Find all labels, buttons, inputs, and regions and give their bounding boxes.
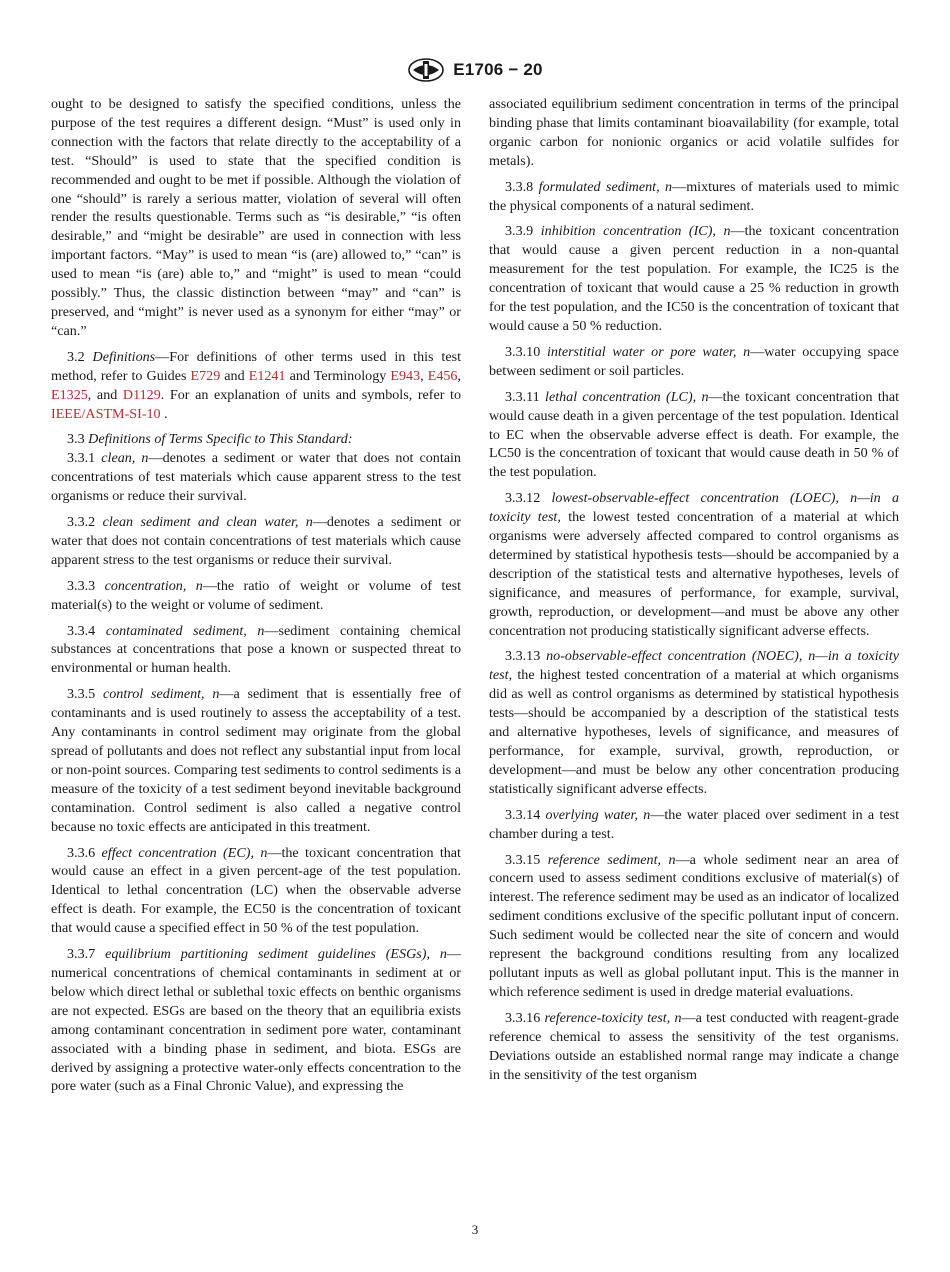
astm-logo-icon — [407, 58, 445, 82]
definition-3-3-4: 3.3.4 contaminated sediment, n—sediment containing chemical substances at concentrations that pose a known or suspected threat to environmental or human health. — [51, 622, 461, 677]
definition-3-3-7: 3.3.7 equilibrium partitioning sediment guidelines (ESGs), n—numerical concentrations of chemical contaminants in sediment at or below which direct lethal or sublethal toxic effects on benthic organisms are not expected. ESGs are based on the theory that an equilibria exists among contaminant concentration in sediment pore water, contaminant associated with a binding phase in sediment, and biota. ESGs are derived by assigning a protective water-only effects concentration to the pore water (such as a Final Chronic Value), and expressing the — [51, 946, 461, 1095]
paragraph-continued: ought to be designed to satisfy the specified conditions, unless the purpose of the test requires a different design. “Must” is used only in connection with the factors that relate directly to the acceptability of a test. “Should” is used to state that the specified condition is recommended and ought to be met if possible. Although the violation of one “should” is rarely a serious matter, violation of several will often render the results questionable. Terms such as “is desirable,” “is often desirable,” and “might be desirable” are used in connection with less important factors. “May” is used to mean “is (are) allowed to,” “can” is used to mean “is (are) able to,” and “might” is used to mean “could possibly.” Thus, the classic distinction between “may” and “can” is preserved, and “might” is never used as a synonym for either “may” or “can.” — [51, 96, 461, 339]
page-header — [0, 58, 950, 82]
definition-3-3-10: 3.3.10 interstitial water or pore water, n—water occupying space between sediment or soil particles. — [489, 343, 899, 379]
right-column — [489, 95, 899, 1091]
standard-designation: E1706 − 20 — [453, 60, 543, 79]
ref-link-e456[interactable]: E456 — [427, 367, 458, 384]
definition-3-3-5: 3.3.5 control sediment, n—a sediment that is essentially free of contaminants and is used routinely to assess the acceptability of a test. Any contaminants in control sediment may originate from the global spread of pollutants and does not reflect any substantial input from local or non-point sources. Comparing test sediments to control sediments is a measure of the toxicity of a test sediment beyond inevitable background contamination. Control sediment is also called a negative control because no toxic effects are anticipated in this treatment. — [51, 686, 462, 835]
section-title: Definitions of Terms Specific to This Standard: — [88, 431, 353, 448]
section-3-3: 3.3 Definitions of Terms Specific to This Standard: — [67, 431, 353, 448]
ref-link-e943[interactable]: E943 — [390, 367, 421, 384]
definition-3-3-6: 3.3.6 effect concentration (EC), n—the toxicant concentration that would cause an effect in a given percent-age of the test population. Identical to lethal concentration (LC) when the observable adverse effect is death. For example, the EC50 is the concentration of toxicant that would cause a specified effect in 50 % of the test population. — [51, 844, 461, 937]
section-3-2: 3.2 Definitions—For definitions of other terms used in this test method, refer to Guides E729 and E1241 and Terminology E943, E456, E1325, and D1129. For an explanation of units and symbols, refer to IEEE/ASTM-SI-10 . — [51, 348, 462, 422]
ref-link-e1241[interactable]: E1241 — [248, 367, 286, 384]
definition-3-3-11: 3.3.11 lethal concentration (LC), n—the toxicant concentration that would cause death in a given percentage of the test population. Identical to EC when the observable adverse effect is death. For example, the LC50 is the concentration of toxicant that would cause death in 50 % of the test population. — [489, 388, 899, 481]
ref-link-d1129[interactable]: D1129 — [122, 386, 161, 403]
paragraph-continued: associated equilibrium sediment concentration in terms of the principal binding phase that limits contaminant bioavailability (for example, total organic carbon for nonionic organics or acid volatile sulfides for metals). — [489, 96, 899, 169]
definition-3-3-1: 3.3.1 clean, n—denotes a sediment or water that does not contain concentrations of test materials which cause apparent stress to the test organisms or reduce their survival. — [51, 450, 461, 505]
definition-3-3-12: 3.3.12 lowest-observable-effect concentration (LOEC), n—in a toxicity test, the lowest tested concentration of a material at which organisms were adversely affected compared to control organisms as determined by statistical hypothesis tests—should be accompanied by a description of the statistical tests and alternative hypotheses, levels of significance, and measures of performance, for example, survival, growth, reproduction, or development—and must be above any other concentration not producing statistically significant adverse effects. — [489, 490, 900, 639]
definition-3-3-8: 3.3.8 formulated sediment, n—mixtures of materials used to mimic the physical components of a natural sediment. — [489, 178, 899, 214]
definition-3-3-14: 3.3.14 overlying water, n—the water placed over sediment in a test chamber during a test. — [489, 806, 899, 842]
left-column — [51, 95, 461, 1103]
section-number: 3.2 — [67, 348, 85, 365]
definition-3-3-9: 3.3.9 inhibition concentration (IC), n—the toxicant concentration that would cause a given percent reduction in a non-quantal measurement for the test population. For example, the IC25 is the concentration of toxicant that would cause a 25 % reduction in growth for the test population, and the IC50 is the concentration of toxicant that would cause a 50 % reduction. — [489, 223, 899, 334]
page-number: 3 — [471, 1222, 479, 1237]
ref-link-e729[interactable]: E729 — [190, 367, 221, 384]
definition-3-3-2: 3.3.2 clean sediment and clean water, n—denotes a sediment or water that does not contain concentrations of test materials which cause apparent stress to the test organisms or reduce their survival. — [51, 514, 461, 568]
definition-3-3-3: 3.3.3 concentration, n—the ratio of weight or volume of test material(s) to the weight or volume of sediment. — [51, 577, 462, 613]
definition-3-3-16: 3.3.16 reference-toxicity test, n—a test conducted with reagent-grade reference chemical to assess the sensitivity of the test organisms. Deviations outside an established normal range may indicate a change in the sensitivity of the test organism — [489, 1009, 899, 1083]
ref-link-e1325[interactable]: E1325 — [51, 386, 88, 403]
definition-3-3-15: 3.3.15 reference sediment, n—a whole sediment near an area of concern used to assess sediment conditions exclusive of material(s) of interest. The reference sediment may be used as an indicator of localized sediment conditions exclusive of the specific pollutant input of concern. Such sediment would be collected near the site of concern and would represent the background conditions resulting from any localized pollutant inputs as well as global pollutant input. This is the manner in which reference sediment is used in dredge material evaluations. — [489, 851, 899, 1000]
ref-link-ieee-astm-si-10[interactable]: IEEE/ASTM-SI-10 — [51, 405, 161, 422]
section-term: Definitions — [92, 348, 156, 365]
definition-3-3-13: 3.3.13 no-observable-effect concentration (NOEC), n—in a toxicity test, the highest tested concentration of a material at which organisms did as well as control organisms as determined by statistical hypothesis tests—should be accompanied by a description of the statistical tests and alternative hypotheses, levels of significance, and measures of performance, for example, survival, growth, reproduction, or development—and must be below any other concentration producing statistically significant adverse effects. — [489, 648, 900, 797]
